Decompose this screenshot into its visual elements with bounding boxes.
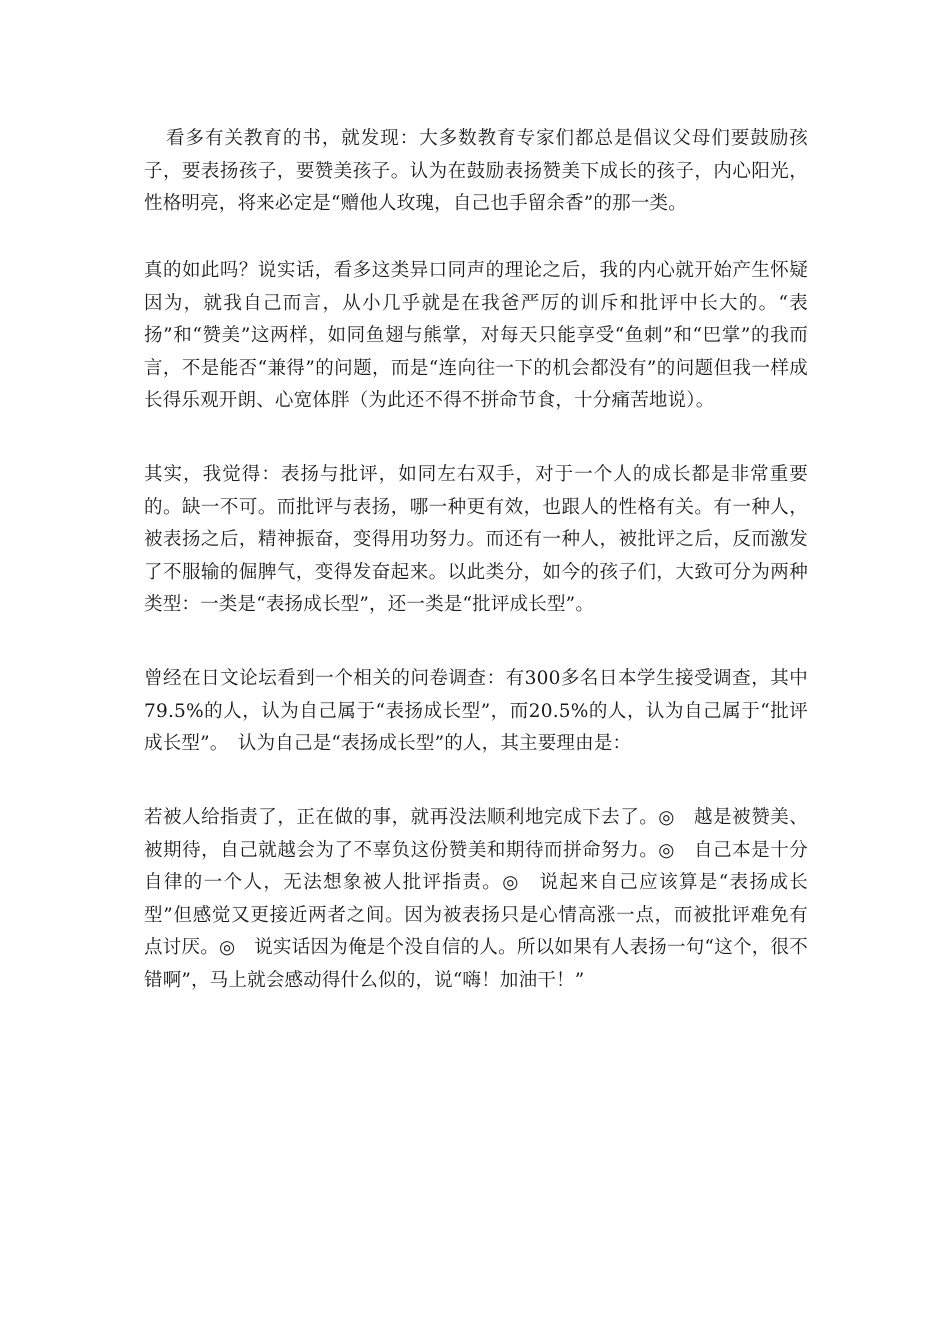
paragraph-5: 若被人给指责了，正在做的事，就再没法顺利地完成下去了。◎ 越是被赞美、被期待，自己就越会为了不辜负这份赞美和期待而拼命努力。◎ 自己本是十分自律的一个人，无法想象被人批评指责。◎ 说起来自己应该算是“表扬成长型”但感觉又更接近两者之间。因为被表扬只是心情高涨一点，而被批评难免有点讨厌。◎ 说实话因为俺是个没自信的人。所以如果有人表扬一句“这个，很不错啊”，马上就会感动得什么似的，说“嗨！加油干！” [144, 807, 808, 991]
paragraph-2: 真的如此吗？说实话，看多这类异口同声的理论之后，我的内心就开始产生怀疑因为，就我自己而言，从小几乎就是在我爸严厉的训斥和批评中长大的。“表扬”和“赞美”这两样，如同鱼翅与熊掌，对每天只能享受“鱼刺”和“巴掌”的我而言，不是能否“兼得”的问题，而是“连向往一下的机会都没有”的问题但我一样成长得乐观开朗、心宽体胖（为此还不得不拼命节食，十分痛苦地说）。 [144, 260, 808, 411]
paragraph-1: 看多有关教育的书，就发现：大多数教育专家们都总是倡议父母们要鼓励孩子，要表扬孩子，要赞美孩子。认为在鼓励表扬赞美下成长的孩子，内心阳光，性格明亮，将来必定是“赠他人玫瑰，自己也手留余香”的那一类。 [144, 128, 808, 214]
paragraph-4: 曾经在日文论坛看到一个相关的问卷调查：有300多名日本学生接受调查，其中79.5%的人，认为自己属于“表扬成长型”，而20.5%的人，认为自己属于“批评成长型”。 认为自己是“表扬成长型”的人，其主要理由是： [144, 668, 808, 754]
paragraph-3: 其实，我觉得：表扬与批评，如同左右双手，对于一个人的成长都是非常重要的。缺一不可。而批评与表扬，哪一种更有效，也跟人的性格有关。有一种人，被表扬之后，精神振奋，变得用功努力。而还有一种人，被批评之后，反而激发了不服输的倔脾气，变得发奋起来。以此类分，如今的孩子们，大致可分为两种类型：一类是“表扬成长型”，还一类是“批评成长型”。 [144, 464, 808, 615]
